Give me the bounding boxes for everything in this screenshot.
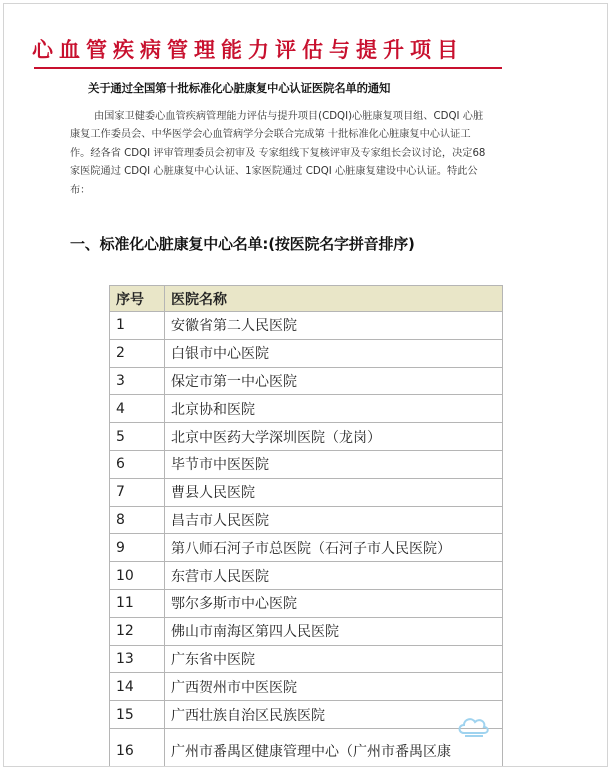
table-row xyxy=(110,506,503,534)
hospital-name: 广西壮族自治区民族医院 xyxy=(165,701,503,729)
table-row xyxy=(110,728,503,767)
hospital-name: 东营市人民医院 xyxy=(165,562,503,590)
table-row xyxy=(110,339,503,367)
table-row xyxy=(110,534,503,562)
section-heading: 一、标准化心脏康复中心名单:(按医院名字拼音排序) xyxy=(70,235,415,253)
table-row xyxy=(110,673,503,701)
hospital-name: 曹县人民医院 xyxy=(165,478,503,506)
hospital-name: 鄂尔多斯市中心医院 xyxy=(165,589,503,617)
row-number: 11 xyxy=(110,589,165,617)
table-row xyxy=(110,478,503,506)
hospital-name: 广西贺州市中医医院 xyxy=(165,673,503,701)
row-number: 8 xyxy=(110,506,165,534)
row-number: 16 xyxy=(110,728,165,767)
column-header-number: 序号 xyxy=(110,286,165,312)
table-row xyxy=(110,589,503,617)
notice-title: 关于通过全国第十批标准化心脏康复中心认证医院名单的通知 xyxy=(88,81,391,95)
org-title: 心血管疾病管理能力评估与提升项目 xyxy=(32,37,464,62)
row-number: 12 xyxy=(110,617,165,645)
hospital-name: 毕节市中医医院 xyxy=(165,450,503,478)
hospital-name: 北京协和医院 xyxy=(165,395,503,423)
row-number: 5 xyxy=(110,423,165,451)
table-row xyxy=(110,562,503,590)
row-number: 2 xyxy=(110,339,165,367)
header-divider xyxy=(34,67,502,69)
table-row xyxy=(110,701,503,729)
table-row xyxy=(110,423,503,451)
row-number: 15 xyxy=(110,701,165,729)
row-number: 14 xyxy=(110,673,165,701)
hospital-name: 白银市中心医院 xyxy=(165,339,503,367)
table-row xyxy=(110,312,503,340)
row-number: 3 xyxy=(110,367,165,395)
intro-paragraph xyxy=(70,108,488,200)
intro-text: 由国家卫健委心血管疾病管理能力评估与提升项目(CDQI)心脏康复项目组、CDQI 心脏康复工作委员会、中华医学会心血管病学分会联合完成第 十批标准化心脏康复中心认证工作。经各省 CDQI 评审管理委员会初审及 专家组线下复核评审及专家组长会议讨论，决定68家医院通过 CDQI 心脏康复中心认证、1家医院通过 CDQI 心脏康复建设中心认证。特此公布： xyxy=(70,111,486,196)
table-row xyxy=(110,395,503,423)
hospital-table xyxy=(109,285,503,767)
hospital-name: 广州市番禺区健康管理中心（广州市番禺区康 xyxy=(165,728,503,767)
hospital-name: 安徽省第二人民医院 xyxy=(165,312,503,340)
table-row xyxy=(110,645,503,673)
hospital-name: 北京中医药大学深圳医院（龙岗） xyxy=(165,423,503,451)
column-header-name: 医院名称 xyxy=(165,286,503,312)
hospital-name: 第八师石河子市总医院（石河子市人民医院） xyxy=(165,534,503,562)
row-number: 6 xyxy=(110,450,165,478)
row-number: 7 xyxy=(110,478,165,506)
table-row xyxy=(110,617,503,645)
row-number: 1 xyxy=(110,312,165,340)
table-row xyxy=(110,367,503,395)
document-page xyxy=(3,3,608,767)
row-number: 9 xyxy=(110,534,165,562)
row-number: 13 xyxy=(110,645,165,673)
hospital-name: 昌吉市人民医院 xyxy=(165,506,503,534)
hospital-name: 广东省中医院 xyxy=(165,645,503,673)
table-header-row xyxy=(110,286,503,312)
row-number: 4 xyxy=(110,395,165,423)
hospital-name: 保定市第一中心医院 xyxy=(165,367,503,395)
row-number: 10 xyxy=(110,562,165,590)
table-row xyxy=(110,450,503,478)
hospital-name: 佛山市南海区第四人民医院 xyxy=(165,617,503,645)
